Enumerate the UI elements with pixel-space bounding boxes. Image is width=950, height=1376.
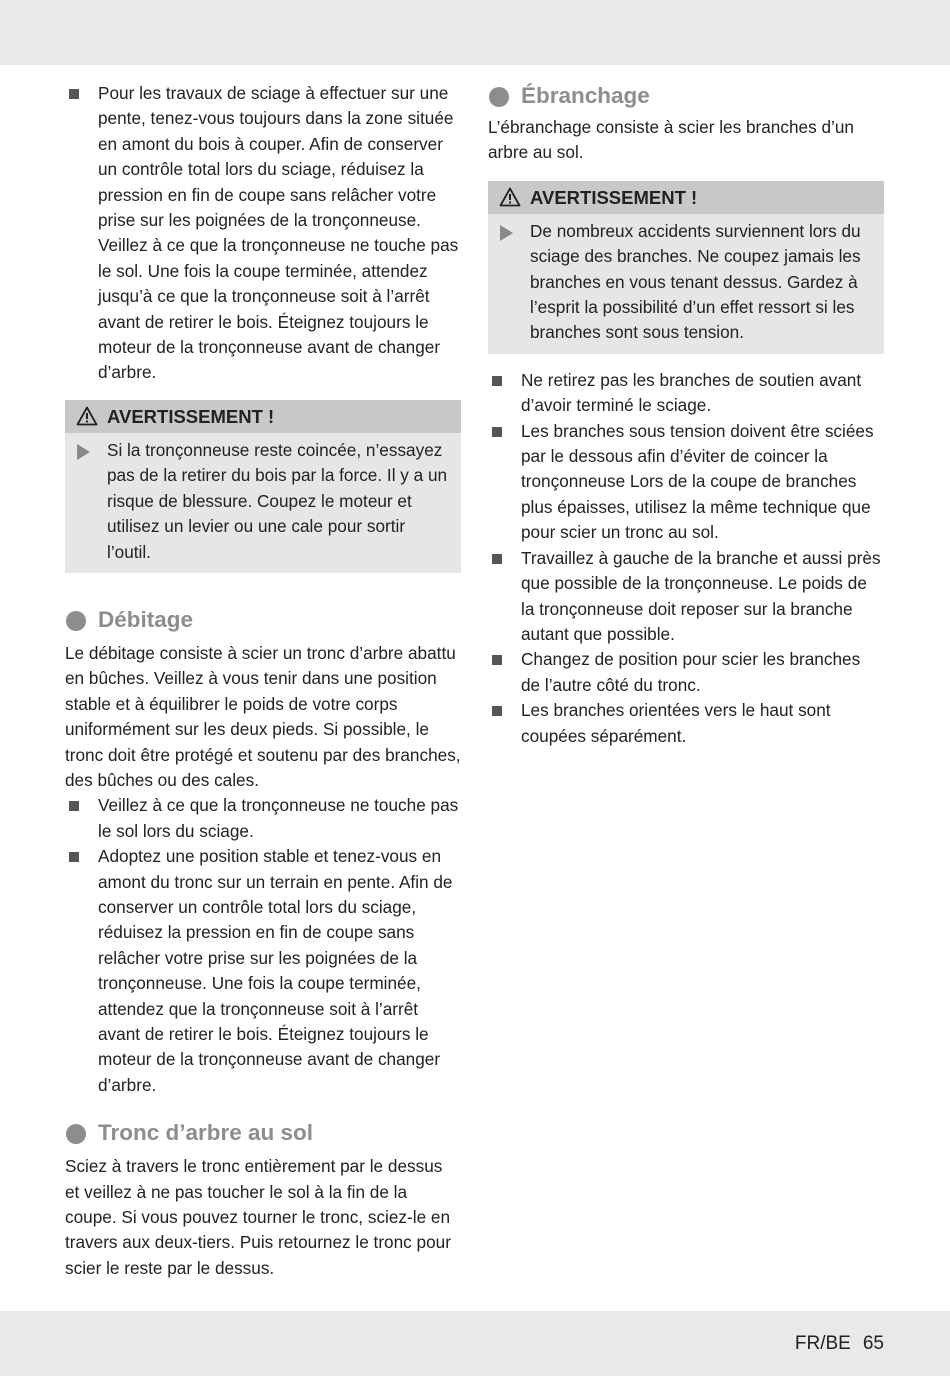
section-heading-tronc — [65, 1118, 461, 1148]
list-item — [65, 81, 461, 386]
warning-triangle-icon — [499, 187, 521, 207]
warning-triangle-icon — [76, 406, 98, 426]
bullet-circle-icon — [66, 611, 86, 631]
list-item-text: Veillez à ce que la tronçonneuse ne touche pas le sol lors du sciage. — [98, 795, 459, 841]
locale-label: FR/BE — [794, 1333, 851, 1354]
square-bullet-icon — [492, 554, 502, 564]
list-item — [488, 368, 884, 419]
warning-text: De nombreux accidents surviennent lors du sciage des branches. Ne coupez jamais les branches en vous tenant dessus. Gardez à l’esprit la possibilité d’un effet ressort si les branches sont sous tension. — [530, 220, 861, 343]
branch-list — [488, 368, 884, 749]
arrow-bullet-icon — [500, 225, 513, 241]
list-item-text: Pour les travaux de sciage à effectuer sur une pente, tenez-vous toujours dans la zone située en amont du bois à couper. Afin de conserver un contrôle total lors du sciage, réduisez la pression en fin de coupe sans relâcher votre prise sur les poignées de la tronçonneuse. Veillez à ce que la tronçonneuse ne touche pas le sol. Une fois la coupe terminée, attendez jusqu’à ce que la tronçonneuse soit à l’arrêt avant de retirer le bois. Éteignez toujours le moteur de la tronçonneuse avant de changer d’arbre. — [98, 83, 459, 383]
square-bullet-icon — [69, 852, 79, 862]
list-item-text: Les branches sous tension doivent être sciées par le dessous afin d’éviter de coincer la tronçonneuse Lors de la coupe de branches plus épaisses, utilisez la même technique que pour scier un tronc au sol. — [521, 420, 874, 543]
list-item-text: Adoptez une position stable et tenez-vous en amont du tronc sur un terrain en pente. Afin de conserver un contrôle total lors du sciage, réduisez la pression en fin de coupe sans relâcher votre prise sur les poignées de la tronçonneuse. Une fois la coupe terminée, attendez que la tronçonneuse soit à l’arrêt avant de retirer le bois. Éteignez toujours le moteur de la tronçonneuse avant de changer d’arbre. — [98, 846, 453, 1095]
warning-body — [488, 214, 884, 354]
list-item — [488, 419, 884, 546]
square-bullet-icon — [69, 801, 79, 811]
page-number: 65 — [862, 1333, 884, 1354]
square-bullet-icon — [69, 89, 79, 99]
footer-page-info — [795, 1331, 884, 1356]
list-item — [488, 546, 884, 648]
section-heading-debitage — [65, 605, 461, 635]
section-heading-text: Tronc d’arbre au sol — [98, 1120, 314, 1146]
warning-title: AVERTISSEMENT ! — [530, 186, 698, 208]
arrow-bullet-icon — [77, 444, 90, 460]
warning-header — [488, 181, 884, 214]
list-item-text: Changez de position pour scier les branches de l’autre côté du tronc. — [521, 649, 861, 695]
list-item — [488, 647, 884, 698]
square-bullet-icon — [492, 706, 502, 716]
square-bullet-icon — [492, 376, 502, 386]
warning-box — [65, 400, 461, 573]
list-item — [65, 793, 461, 844]
section-heading-text: Débitage — [98, 606, 194, 632]
footer-band — [0, 1311, 950, 1376]
list-item-text: Les branches orientées vers le haut sont coupées séparément. — [521, 700, 831, 746]
warning-box — [488, 181, 884, 354]
list-item — [488, 698, 884, 749]
paragraph: Sciez à travers le tronc entièrement par le dessus et veillez à ne pas toucher le sol à la fin de la coupe. Si vous pouvez tourner le tronc, sciez-le en travers aux deux-tiers. Puis retournez le tronc pour scier le reste par le dessus. — [65, 1156, 451, 1278]
paragraph: Le débitage consiste à scier un tronc d’arbre abattu en bûches. Veillez à vous tenir dans une position stable et à équilibrer le poids de votre corps uniformément sur les deux pieds. Si possible, le tronc doit être protégé et soutenu par des branches, des bûches ou des cales. — [65, 642, 461, 790]
list-item — [65, 844, 461, 1098]
warning-header — [65, 400, 461, 433]
warning-body — [65, 433, 461, 573]
square-bullet-icon — [492, 427, 502, 437]
bullet-circle-icon — [489, 87, 509, 107]
right-column — [488, 81, 884, 749]
square-bullet-icon — [492, 655, 502, 665]
left-column — [65, 81, 461, 1281]
section-heading-ebranchage — [488, 81, 884, 111]
section-heading-text: Ébranchage — [521, 83, 650, 108]
list-item-text: Travaillez à gauche de la branche et aussi près que possible de la tronçonneuse. Le poids de la tronçonneuse doit reposer sur la branche autant que possible. — [521, 547, 881, 644]
paragraph: L’ébranchage consiste à scier les branches d’un arbre au sol. — [488, 117, 854, 163]
bullet-circle-icon — [66, 1124, 86, 1144]
header-band — [0, 0, 950, 65]
list-item-text: Ne retirez pas les branches de soutien avant d’avoir terminé le sciage. — [521, 369, 862, 416]
warning-title: AVERTISSEMENT ! — [107, 405, 275, 427]
warning-text: Si la tronçonneuse reste coincée, n’essayez pas de la retirer du bois par la force. Il y a un risque de blessure. Coupez le moteur et utilisez un levier ou une cale pour sortir l’outil. — [107, 439, 448, 562]
